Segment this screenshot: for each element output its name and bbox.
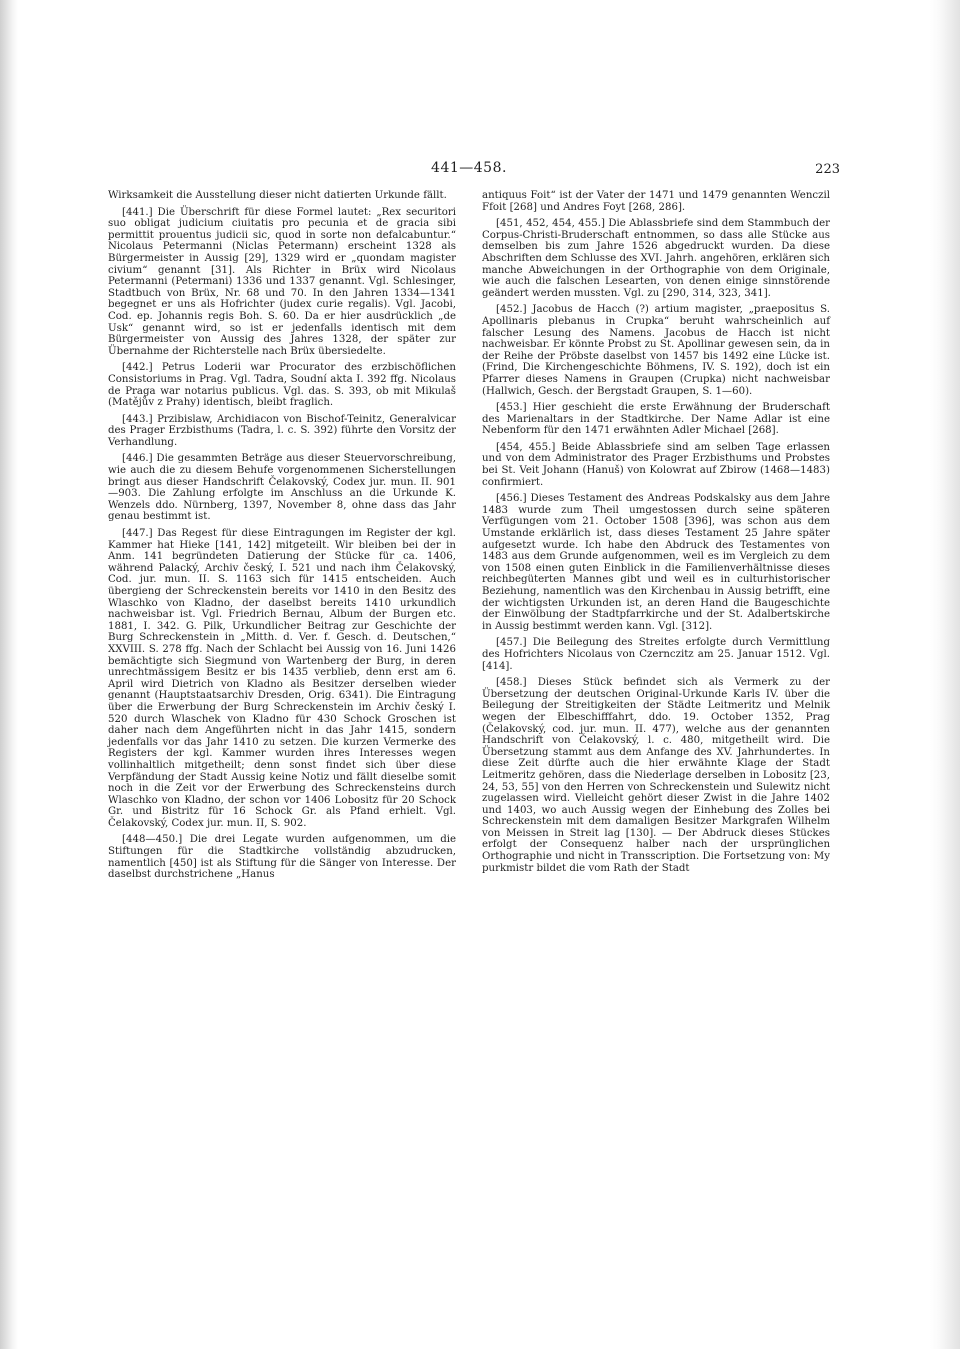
paragraph: [456.] Dieses Testament des Andreas Podskalsky aus dem Jahre 1483 wurde zum Theil umgestossen durch seine späteren Verfügungen vom 21. October 1508 [396], was schon aus dem Umstande erklärlich ist, dass dieses Testament 25 Jahre später aufgesetzt wurde. Ich habe den Abdruck des Testamentes von 1483 aus dem Grunde aufgenommen, weil es im Vergleich zu dem von 1508 einen guten Einblick in die Familienverhältnisse dieses reichbegüterten Mannes gibt und weil es in culturhistorischer Beziehung, namentlich was den Kirchenbau in Aussig betrifft, eine der wichtigsten Urkunden ist, an deren Hand die Baugeschichte der Einwölbung der Stadtpfarrkirche und der St. Adalbertskirche in Aussig bestimmt werden kann. Vgl. [312]. xyxy=(482,493,830,632)
text-columns xyxy=(108,190,830,886)
paragraph: [453.] Hier geschieht die erste Erwähnung der Bruderschaft des Marienaltars in der Stadtkirche. Der Name Adlar ist eine Nebenform für den 1471 erwähnten Adler Michael [268]. xyxy=(482,402,830,437)
paragraph: [457.] Die Beilegung des Streites erfolgte durch Vermittlung des Hofrichters Nicolaus von Czernczitz am 25. Januar 1512. Vgl. [414]. xyxy=(482,637,830,672)
paragraph: antiquus Foit“ ist der Vater der 1471 und 1479 genannten Wenczil Ffoit [268] und Andres Foyt [268, 286]. xyxy=(482,190,830,213)
paragraph: [443.] Przibislaw, Archidiacon von Bischof-Teinitz, Generalvicar des Prager Erzbisthums (Tadra, l. c. S. 392) führte den Vorsitz der Verhandlung. xyxy=(108,413,456,448)
paragraph: [446.] Die gesammten Beträge aus dieser Steuervorschreibung, wie auch die zu diesem Behufe vorgenommenen Sicherstellungen bringt aus dieser Handschrift Čelakovský, Codex jur. mun. II. 901—903. Die Zahlung erfolgte im Anschluss an die Urkunde K. Wenzels ddo. Nürnberg, 1397, November 8, ohne dass das Jahr genau bestimmt ist. xyxy=(108,453,456,523)
paragraph: [441.] Die Überschrift für diese Formel lautet: „Rex securitori suo obligat judicium ciuitatis pro pecunia et de gracia sibi permittit prouentus judicii sic, quod in sorte non defalcabuntur.“ Nicolaus Petermanni (Niclas Petermann) erscheint 1328 als Bürgermeister in Aussig [29], 1329 wird er „quondam magister civium“ genannt [31]. Als Richter in Brüx wird Nicolaus Petermanni (Petermani) 1336 und 1337 genannt. Vgl. Schlesinger, Stadtbuch von Brüx, Nr. 68 und 70. In den Jahren 1334—1341 begegnet er uns als Hofrichter (judex curie regalis). Vgl. Jacobi, Cod. ep. Johannis regis Boh. S. 60. Da er hier ausdrücklich „de Usk“ genannt wird, so ist er jedenfalls identisch mit dem Bürgermeister von Aussig des Jahres 1328, der später zur Übernahme der Richterstelle nach Brüx übersiedelte. xyxy=(108,206,456,357)
paragraph: [458.] Dieses Stück befindet sich als Vermerk zu der Übersetzung der deutschen Original-Urkunde Karls IV. über die Beilegung der Streitigkeiten der Städte Leitmeritz und Melnik wegen der Elbeschifffahrt, ddo. 19. October 1352, Prag (Čelakovský, cod. jur. mun. II. 477), welche aus der genannten Handschrift von Čelakovský, l. c. 480, mitgetheilt wird. Die Übersetzung stammt aus dem Anfange des XV. Jahrhundertes. In diese Zeit dürfte auch die hier erwähnte Klage der Stadt Leitmeritz gehören, dass die Niederlage derselben in Lobositz [23, 24, 53, 55] von den Herren von Schreckenstein und Sulewitz nicht zugelassen wird. Vielleicht gehört dieser Zwist in die Jahre 1402 und 1403, wo auch Aussig wegen der Einhebung des Zolles bei Schreckenstein mit dem damaligen Besitzer Markgrafen Wilhelm von Meissen in Streit lag [130]. — Der Abdruck dieses Stückes erfolgt der Consequenz halber nach der ursprünglichen Orthographie und nicht in Transscription. Die Fortsetzung von: My purkmistr bildet die vom Rath der Stadt xyxy=(482,677,830,874)
document-page xyxy=(108,160,840,1160)
paragraph: [448—450.] Die drei Legate wurden aufgenommen, um die Stiftungen für die Stadtkirche vollständig abzudrucken, namentlich [450] ist als Stiftung für die Sänger von Interesse. Der daselbst durchstrichene „Hanus xyxy=(108,834,456,881)
page-number: 223 xyxy=(815,162,840,177)
paragraph: [452.] Jacobus de Hacch (?) artium magister, „praepositus S. Apollinaris plebanus in Crupka“ beruht wahrscheinlich auf falscher Lesung des Namens. Jacobus de Hacch ist nicht nachweisbar. Er könnte Probst zu St. Apollinar gewesen sein, da in der Reihe der Pröbste daselbst von 1457 bis 1492 eine Lücke ist. (Frind, Die Kirchengeschichte Böhmens, IV. S. 192), doch ist ein Pfarrer dieses Namens in Graupen (Crupka) nicht nachweisbar (Hallwich, Gesch. der Bergstadt Graupen, S. 1—60). xyxy=(482,304,830,397)
paragraph: [451, 452, 454, 455.] Die Ablassbriefe sind dem Stammbuch der Corpus-Christi-Bruderschaft entnommen, so dass alle Stücke aus demselben bis zum Jahre 1526 abgedruckt wurden. Da diese Abschriften dem Schlusse des XVI. Jahrh. angehören, erklären sich manche Abweichungen in der Orthographie von dem Originale, wie auch die falschen Lesearten, von denen einige sinnstörende geändert werden mussten. Vgl. zu [290, 314, 323, 341]. xyxy=(482,218,830,299)
paragraph: [442.] Petrus Loderii war Procurator des erzbischöflichen Consistoriums in Prag. Vgl. Tadra, Soudní akta I. 392 ffg. Nicolaus de Praga war notarius publicus. Vgl. das. S. 393, ob mit Mikulaš (Matějův z Prahy) identisch, bleibt fraglich. xyxy=(108,362,456,409)
paragraph: [447.] Das Regest für diese Eintragungen im Register der kgl. Kammer hat Hieke [141, 142] mitgeteilt. Wir bleiben bei der in Anm. 141 begründeten Datierung der Stücke für ca. 1406, während Palacký, Archiv český, I. 521 und nach ihm Čelakovský, Cod. jur. mun. II. S. 1163 sich für 1415 entscheiden. Auch übergieng der Schreckenstein bereits vor 1410 in den Besitz des Wlaschko von Kladno, der daselbst bereits 1410 urkundlich nachweisbar ist. Vgl. Friedrich Bernau, Album der Burgen etc. 1881, I. 342. G. Pilk, Urkundlicher Beitrag zur Geschichte der Burg Schreckenstein in „Mitth. d. Ver. f. Gesch. d. Deutschen,“ XXVIII. S. 278 ffg. Nach der Schlacht bei Aussig von 16. Juni 1426 bemächtigte sich Siegmund von Wartenberg der Burg, in deren unrechtmässigem Besitz er bis 1435 verblieb, denn erst am 6. April wird Dietrich von Kladno als Besitzer derselben wieder genannt (Hauptstaatsarchiv Dresden, Orig. 6341). Die Eintragung über die Erwerbung der Burg Schreckenstein im Archiv český I. 520 durch Wlaschek von Kladno für 430 Schock Groschen ist daher nach dem Angeführten nicht in das Jahr 1415, sondern jedenfalls vor das Jahr 1410 zu setzen. Die kurzen Vermerke des Registers der kgl. Kammer wurden ihres Interesses wegen vollinhaltlich mitgetheilt; denn sonst findet sich über diese Verpfändung der Stadt Aussig keine Notiz und fällt dieselbe somit noch in die Zeit vor der Erwerbung des Schreckensteins durch Wlaschko von Kladno, der schon vor 1406 Lobositz für 20 Schock Gr. und Bistritz für 16 Schock Gr. als Pfand erhielt. Vgl. Čelakovský, Codex jur. mun. II, S. 902. xyxy=(108,528,456,829)
left-column xyxy=(108,190,456,886)
page-header xyxy=(108,160,840,184)
paragraph: [454, 455.] Beide Ablassbriefe sind am selben Tage erlassen und von dem Administrator des Prager Erzbisthums und Probstes bei St. Veit Johann (Hanuš) von Kolowrat auf Zbirow (1468—1483) confirmiert. xyxy=(482,441,830,488)
scan-right-edge xyxy=(930,0,960,1349)
running-head: 441—458. xyxy=(431,160,507,176)
paragraph: Wirksamkeit die Ausstellung dieser nicht datierten Urkunde fällt. xyxy=(108,190,447,201)
scan-left-edge xyxy=(0,0,18,1349)
right-column xyxy=(482,190,830,886)
